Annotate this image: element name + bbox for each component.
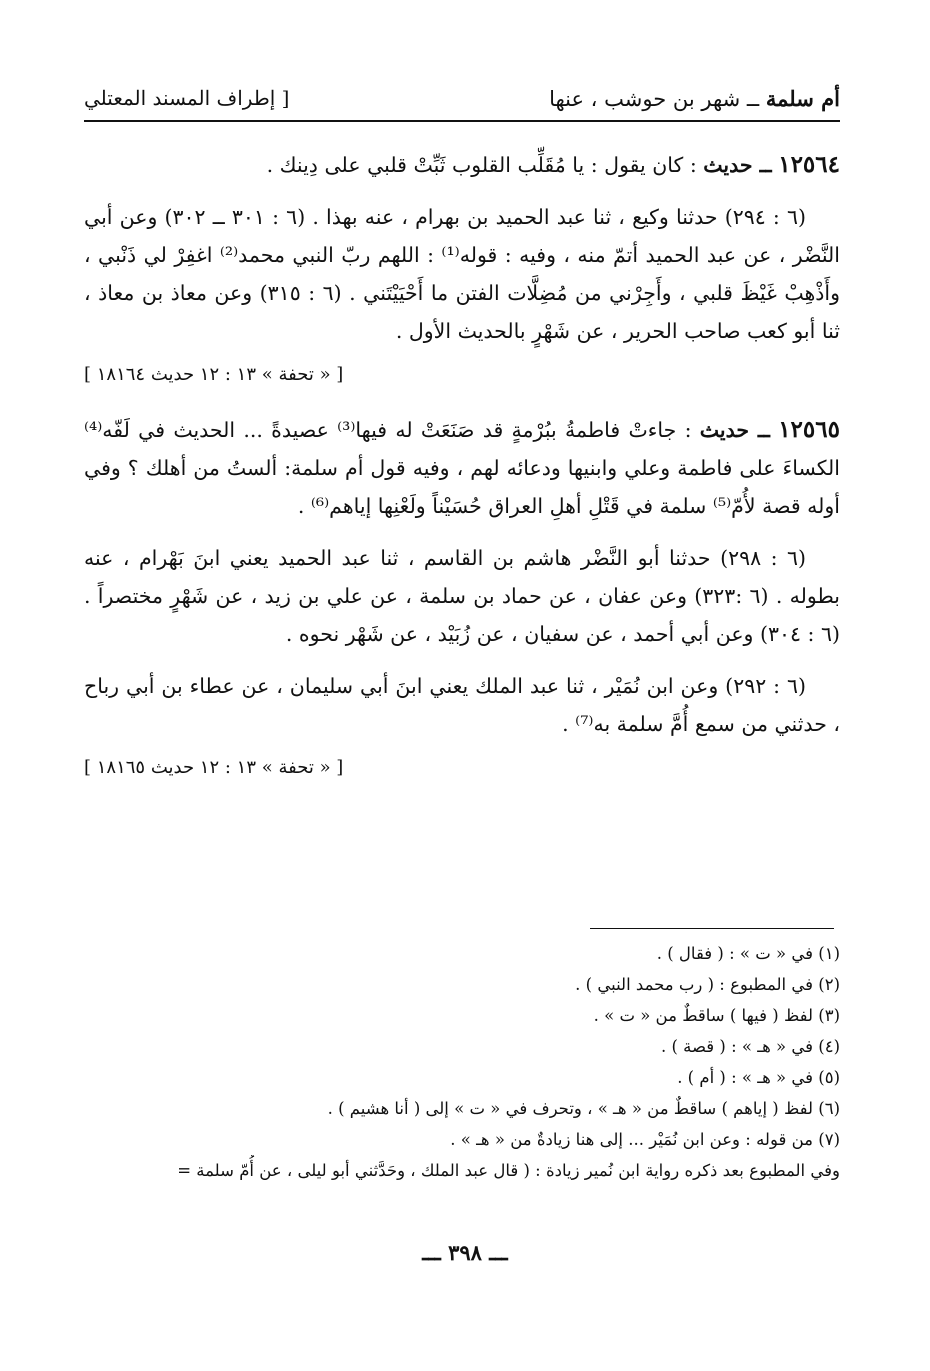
running-header xyxy=(84,78,840,122)
footnote: (١) في « ت » : ( فقال ) . xyxy=(656,944,840,963)
hadith-text: : جاءتْ فاطمةُ ببُرْمةٍ قد صَنَعَتْ له فيها⁽³⁾ عصيدةً ... الحديث في لَفّه⁽⁴⁾ الكساءَ على فاطمة وعلي وابنيها ودعائه لهم ، وفيه قول أم سلمة: ألستُ من أهلك ؟ وفي أوله قصة لأُمّ⁽⁵⁾ سلمة في قَتْلِ أهلِ العراق حُسَيْناً ولَعْنِها إياهم⁽⁶⁾ . xyxy=(84,418,840,518)
hadith-text: : كان يقول : يا مُقَلِّب القلوب ثَبِّتْ قلبي على دِينك . xyxy=(266,153,704,177)
header-chapter-name: أم سلمة xyxy=(765,86,840,111)
header-chapter-subtitle: ــ شهر بن حوشب ، عنها xyxy=(549,87,766,111)
hadith-number: ١٢٥٦٤ xyxy=(778,151,840,178)
hadith-entry xyxy=(84,146,840,385)
tuhfa-reference: [ « تحفة » ١٣ : ١٢ حديث ١٨١٦٥ ] xyxy=(84,757,344,778)
footnote: (٥) في « هـ » : ( أم ) . xyxy=(677,1068,840,1087)
header-rule xyxy=(84,120,840,122)
header-chapter-title xyxy=(549,86,840,111)
hadith-label: ــ حديث xyxy=(703,153,772,177)
main-text xyxy=(84,146,840,804)
hadith-number: ١٢٥٦٥ xyxy=(778,416,840,443)
footnote: (٦) لفظ ( إياهم ) ساقطٌ من « هـ » ، وتحرف في « ت » إلى ( أنا هشيم ) . xyxy=(327,1099,840,1118)
hadith-matn xyxy=(84,411,840,525)
hadith-entry xyxy=(84,411,840,778)
footnote: (٧) من قوله : وعن ابن نُمَيْر ... إلى هنا زيادةٌ من « هـ » . xyxy=(450,1130,840,1149)
hadith-label-text: حديث xyxy=(703,153,753,177)
isnad-paragraph: (٦ : ٢٩٢) وعن ابن نُمَيْر ، ثنا عبد الملك يعني ابنَ أبي سليمان ، عن عطاء بن أبي رباح ، حدثني من سمع أُمَّ سلمة به⁽⁷⁾ . xyxy=(84,674,840,736)
hadith-label: ــ حديث xyxy=(699,418,770,442)
header-book-title: [ إطراف المسند المعتلي xyxy=(84,86,290,110)
footnote: (٣) لفظ ( فيها ) ساقطٌ من « ت » . xyxy=(593,1006,840,1025)
footnotes xyxy=(60,938,840,1186)
hadith-matn xyxy=(84,146,840,184)
tuhfa-reference: [ « تحفة » ١٣ : ١٢ حديث ١٨١٦٤ ] xyxy=(84,364,344,385)
isnad-paragraph: (٦ : ٢٩٨) حدثنا أبو النَّضْر هاشم بن القاسم ، ثنا عبد الحميد يعني ابنَ بَهْرام ، عنه بطوله . (٦ :٣٢٣) وعن عفان ، عن حماد بن سلمة ، عن علي بن زيد ، عن شَهْرٍ مختصراً . (٦ : ٣٠٤) وعن أبي أحمد ، عن سفيان ، عن زُبَيْد ، عن شَهْر نحوه . xyxy=(84,546,840,646)
footnote-rule xyxy=(590,928,834,929)
footnote: (٤) في « هـ » : ( قصة ) . xyxy=(660,1037,840,1056)
hadith-label-text: حديث xyxy=(699,418,750,442)
page-number: ـــ ٣٩٨ ـــ xyxy=(422,1240,508,1265)
footnote: (٢) في المطبوع : ( رب محمد النبي ) . xyxy=(575,975,840,994)
isnad-paragraph: (٦ : ٢٩٤) حدثنا وكيع ، ثنا عبد الحميد بن بهرام ، عنه بهذا . (٦ : ٣٠١ ــ ٣٠٢) وعن أبي النَّضْر ، عن عبد الحميد أتمّ منه ، وفيه : قوله⁽¹⁾ : اللهم ربّ النبي محمد⁽²⁾ اغفِرْ لي ذَنْبي ، وأَذْهِبْ غَيْظَ قلبي ، وأَجِرْني من مُضِلَّات الفتن ما أَحْيَيْتَني . (٦ : ٣١٥) وعن معاذ بن معاذ ، ثنا أبو كعب صاحب الحرير ، عن شَهْرٍ بالحديث الأول . xyxy=(84,205,840,343)
footnote-continuation: وفي المطبوع بعد ذكره رواية ابن نُمير زيادة : ( قال عبد الملك ، وحَدَّثني أبو ليلى ، عن أُمّ سلمة = xyxy=(177,1161,840,1180)
